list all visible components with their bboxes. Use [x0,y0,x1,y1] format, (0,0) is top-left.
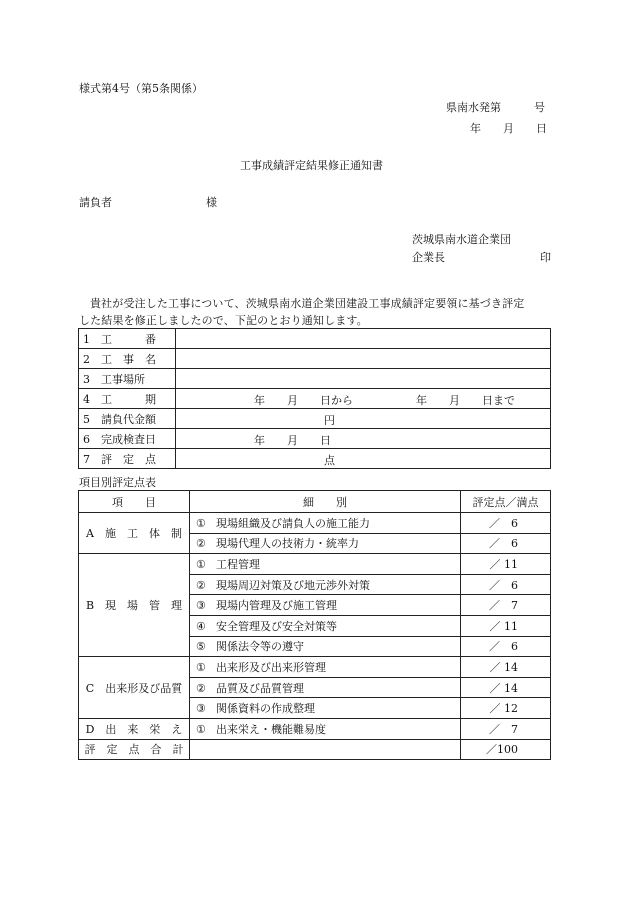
recipient-label: 請負者 [79,196,112,209]
info-label: 7 評 定 点 [79,449,176,469]
score-item [190,636,461,657]
item-text: 工程管理 [216,557,260,571]
sender-organization: 茨城県南水道企業団 [412,233,511,246]
item-text: 現場組織及び請負人の施工能力 [216,516,370,530]
item-mark: ③ [196,702,206,716]
item-mark: ② [196,537,206,551]
item-points: ／ 6 [461,574,551,595]
issue-date: 年 月 日 [470,122,547,135]
total-label: 評 定 点 合 計 [79,739,190,760]
score-table-caption: 項目別評定点表 [79,476,156,489]
score-item [190,595,461,616]
body-text-line-2: した結果を修正しましたので、下記のとおり通知します。 [79,314,368,327]
body-text-line-1: 貴社が受注した工事について、茨城県南水道企業団建設工事成績評定要領に基づき評定 [90,297,525,310]
score-header-row [79,491,551,513]
item-text: 品質及び品質管理 [216,681,304,695]
contract-amount-unit: 円 [324,414,335,427]
info-label: 2 工 事 名 [79,349,176,369]
item-text: 出来栄え・機能難易度 [216,722,326,736]
seal-mark: 印 [540,251,551,264]
period-start: 年 月 日から [254,394,353,407]
info-value [176,389,551,409]
page-title: 工事成績評定結果修正通知書 [240,159,383,172]
item-mark: ⑤ [196,640,206,654]
inspection-date: 年 月 日 [254,434,331,447]
item-mark: ① [196,722,206,736]
score-item [190,615,461,636]
header-points: 評定点／満点 [461,491,551,513]
item-points: ／ 6 [461,513,551,534]
contract-info-table [78,328,551,469]
info-value [176,449,551,469]
info-value [176,429,551,449]
item-text: 現場周辺対策及び地元渉外対策 [216,578,370,592]
item-text: 関係法令等の遵守 [216,640,304,654]
document-number: 県南水発第 号 [446,101,545,114]
info-row [79,369,551,389]
info-value [176,349,551,369]
item-mark: ① [196,557,206,571]
score-unit: 点 [324,454,335,467]
info-label: 3 工事場所 [79,369,176,389]
score-row [79,718,551,739]
item-mark: ② [196,578,206,592]
info-label: 6 完成検査日 [79,429,176,449]
info-row [79,389,551,409]
total-row [79,739,551,760]
item-text: 安全管理及び安全対策等 [216,619,337,633]
item-mark: ① [196,516,206,530]
info-label: 1 工 番 [79,329,176,349]
item-points: ／ 14 [461,657,551,678]
item-points: ／ 14 [461,677,551,698]
sender-title: 企業長 [412,251,445,264]
info-value [176,409,551,429]
info-row [79,349,551,369]
category-name: C 出来形及び品質 [79,657,190,719]
item-points: ／ 6 [461,636,551,657]
category-name: B 現 場 管 理 [79,554,190,657]
score-table [78,490,551,760]
info-row [79,449,551,469]
total-empty-cell [190,739,461,760]
category-name: D 出 来 栄 え [79,718,190,739]
score-row [79,513,551,534]
score-item [190,513,461,534]
period-end: 年 月 日まで [416,394,515,407]
score-item [190,698,461,719]
info-value [176,329,551,349]
recipient-honorific: 様 [206,196,217,209]
item-points: ／ 7 [461,718,551,739]
score-item [190,657,461,678]
item-points: ／ 11 [461,554,551,575]
item-text: 関係資料の作成整理 [216,702,315,716]
item-text: 現場内管理及び施工管理 [216,599,337,613]
header-category: 項 目 [79,491,190,513]
score-item [190,718,461,739]
item-mark: ① [196,660,206,674]
item-mark: ③ [196,599,206,613]
score-item [190,554,461,575]
info-row [79,429,551,449]
score-row [79,554,551,575]
score-item [190,574,461,595]
header-item: 細 別 [190,491,461,513]
item-points: ／ 11 [461,615,551,636]
form-reference: 様式第4号（第5条関係） [79,82,203,95]
info-value [176,369,551,389]
item-mark: ② [196,681,206,695]
info-row [79,329,551,349]
item-points: ／ 6 [461,533,551,554]
item-text: 現場代理人の技術力・統率力 [216,537,359,551]
category-name: A 施 工 体 制 [79,513,190,554]
total-points: ／100 [461,739,551,760]
score-item [190,533,461,554]
info-row [79,409,551,429]
item-mark: ④ [196,619,206,633]
info-label: 5 請負代金額 [79,409,176,429]
item-text: 出来形及び出来形管理 [216,660,326,674]
score-row [79,657,551,678]
item-points: ／ 12 [461,698,551,719]
score-item [190,677,461,698]
info-label: 4 工 期 [79,389,176,409]
item-points: ／ 7 [461,595,551,616]
